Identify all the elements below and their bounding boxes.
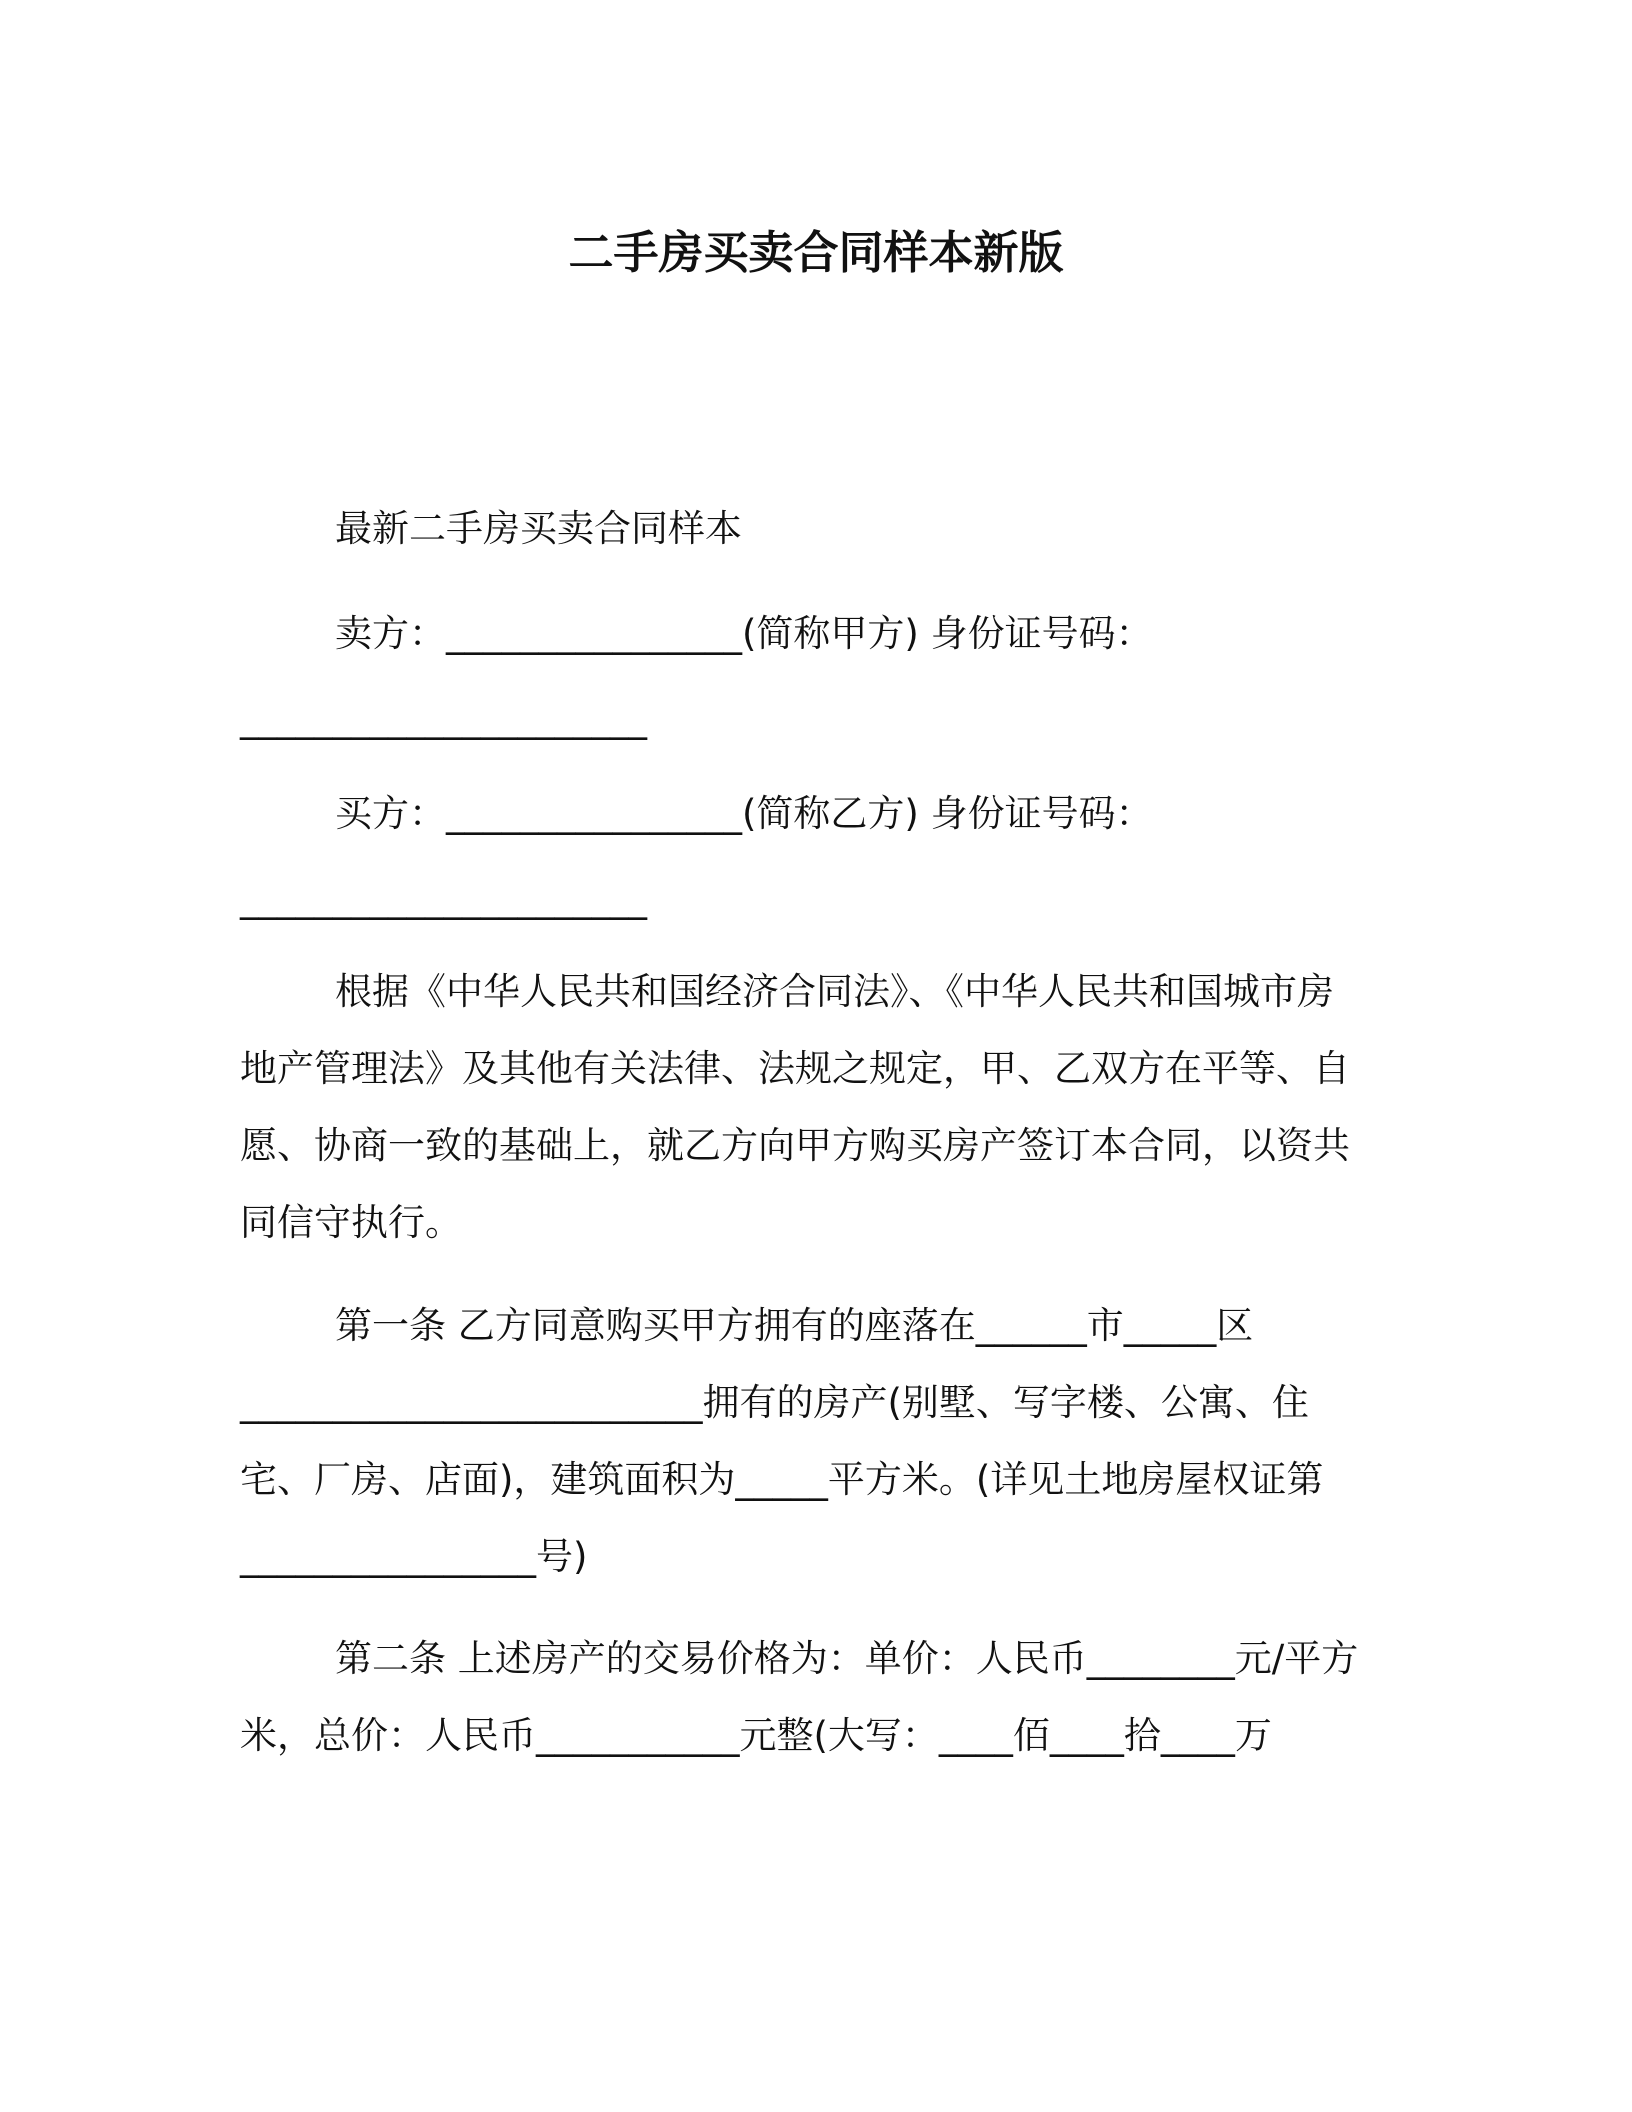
preamble-line: 愿、协商一致的基础上，就乙方向甲方购买房产签订本合同，以资共 (240, 1124, 1350, 1167)
article-2-paragraph (240, 1620, 1380, 1774)
article-1-line: 宅、厂房、店面)，建筑面积为_____平方米。(详见土地房屋权证第 (240, 1458, 1324, 1501)
article-2-line: 米，总价：人民币___________元整(大写：____佰____拾____万 (240, 1714, 1272, 1757)
buyer-id-blank: ______________________ (240, 877, 647, 920)
article-1-paragraph (240, 1287, 1380, 1595)
article-1-line: _________________________拥有的房产(别墅、写字楼、公寓、住 (240, 1381, 1309, 1424)
seller-line: 卖方：________________(简称甲方) 身份证号码： (335, 612, 1153, 655)
document-title: 二手房买卖合同样本新版 (568, 226, 1064, 279)
article-1-line: 第一条 乙方同意购买甲方拥有的座落在______市_____区 (335, 1304, 1254, 1347)
preamble-line: 地产管理法》及其他有关法律、法规之规定，甲、乙双方在平等、自 (240, 1047, 1350, 1090)
document-subtitle: 最新二手房买卖合同样本 (335, 507, 742, 550)
preamble-line: 同信守执行。 (240, 1201, 462, 1244)
preamble-line: 根据《中华人民共和国经济合同法》、《中华人民共和国城市房 (335, 970, 1334, 1013)
seller-id-blank: ______________________ (240, 697, 647, 740)
article-1-line: ________________号) (240, 1535, 588, 1578)
buyer-line: 买方：________________(简称乙方) 身份证号码： (335, 792, 1153, 835)
preamble-paragraph (240, 953, 1380, 1261)
article-2-line: 第二条 上述房产的交易价格为：单价：人民币________元/平方 (335, 1637, 1359, 1680)
